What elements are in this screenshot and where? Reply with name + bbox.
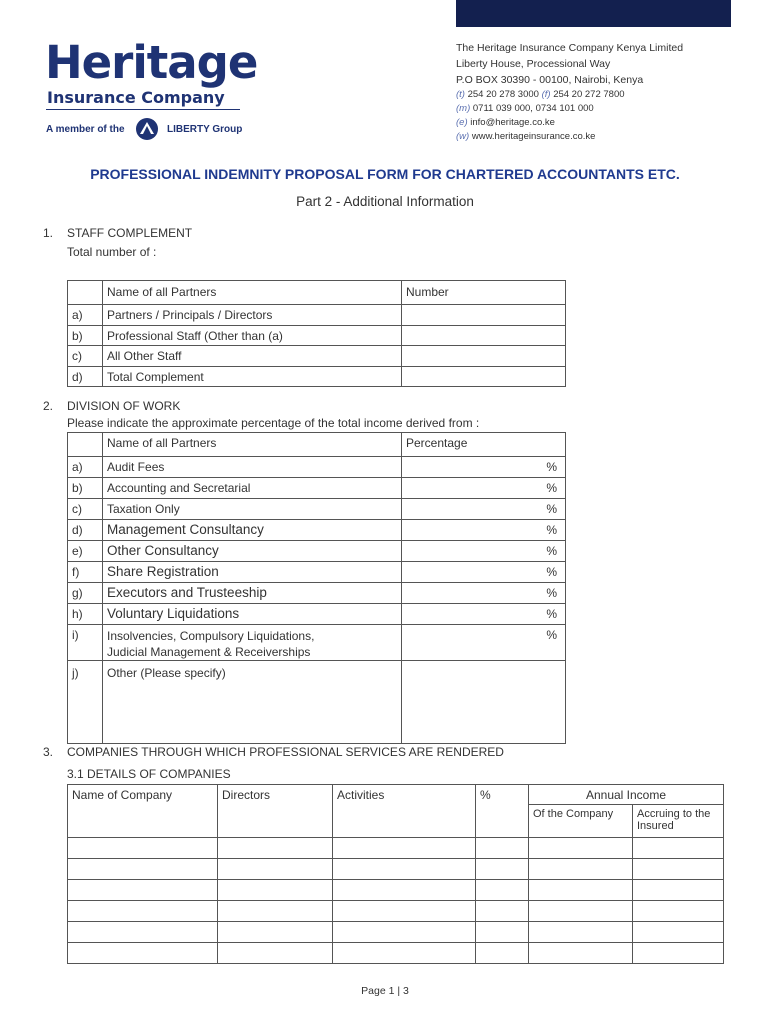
table-row: a) Partners / Principals / Directors (68, 305, 566, 326)
form-subtitle: Part 2 - Additional Information (296, 194, 474, 209)
percentage-cell[interactable]: % (402, 583, 566, 604)
table-header: Number (402, 281, 566, 305)
address-phone-line: (t) 254 20 278 3000 (f) 254 20 272 7800 (456, 89, 625, 100)
address-mobile: 0711 039 000, 0734 101 000 (472, 103, 594, 114)
company-address (456, 40, 683, 144)
table-header: Percentage (402, 433, 566, 457)
table-header: Name of all Partners (103, 281, 402, 305)
table-header: Activities (333, 785, 476, 838)
table-row (68, 901, 724, 922)
address-web-line: (w) www.heritageinsurance.co.ke (456, 131, 596, 142)
table-row: h) Voluntary Liquidations % (68, 604, 566, 625)
address-pobox: P.O BOX 30390 - 00100, Nairobi, Kenya (456, 74, 644, 86)
address-mobile-line: (m) 0711 039 000, 0734 101 000 (456, 103, 594, 114)
member-prefix: A member of the (46, 124, 125, 135)
table-row: f) Share Registration % (68, 562, 566, 583)
table-header: Name of Company (68, 785, 218, 838)
member-group: LIBERTY Group (167, 124, 243, 135)
section3-number: 3. (43, 745, 54, 759)
logo-divider (46, 109, 240, 110)
address-web[interactable]: www.heritageinsurance.co.ke (471, 131, 596, 142)
table-row: d) Management Consultancy % (68, 520, 566, 541)
section1-number: 1. (43, 226, 54, 240)
address-email[interactable]: info@heritage.co.ke (470, 117, 555, 128)
table-row: b) Accounting and Secretarial % (68, 478, 566, 499)
header-bar (456, 0, 731, 27)
percentage-cell[interactable]: % (402, 520, 566, 541)
section2-intro: Please indicate the approximate percentage of the total income derived from : (67, 416, 480, 430)
address-building: Liberty House, Processional Way (456, 58, 611, 70)
number-cell[interactable] (402, 305, 566, 326)
table-row (68, 859, 724, 880)
table-row: b) Professional Staff (Other than (a) (68, 326, 566, 346)
percentage-cell[interactable]: % (402, 541, 566, 562)
table-row (68, 922, 724, 943)
section1-intro: Total number of : (67, 245, 157, 259)
table-row: e) Other Consultancy % (68, 541, 566, 562)
heritage-logo: Heritage (45, 36, 258, 89)
table-row: d) Total Complement (68, 367, 566, 387)
address-email-line: (e) info@heritage.co.ke (456, 117, 555, 128)
percentage-cell[interactable]: % (402, 478, 566, 499)
form-title: PROFESSIONAL INDEMNITY PROPOSAL FORM FOR CHARTERED ACCOUNTANTS ETC. (90, 166, 680, 182)
address-company: The Heritage Insurance Company Kenya Limited (456, 42, 684, 54)
section1-heading: STAFF COMPLEMENT (67, 226, 193, 240)
division-of-work-table (67, 432, 566, 744)
number-cell[interactable] (402, 326, 566, 346)
number-cell[interactable] (402, 346, 566, 367)
table-row: g) Executors and Trusteeship % (68, 583, 566, 604)
company-details-table (67, 784, 724, 964)
table-row (68, 943, 724, 964)
address-phone: 254 20 278 3000 (467, 89, 539, 100)
table-row: i) Insolvencies, Compulsory Liquidations, Judicial Management & Receiverships % (68, 625, 566, 661)
table-row: j) Other (Please specify) (68, 661, 566, 744)
table-header: Directors (218, 785, 333, 838)
section3-subheading: 3.1 DETAILS OF COMPANIES (67, 767, 231, 781)
other-specify-cell[interactable] (402, 661, 566, 744)
table-row: c) Taxation Only % (68, 499, 566, 520)
percentage-cell[interactable]: % (402, 562, 566, 583)
percentage-cell[interactable]: % (402, 604, 566, 625)
section2-number: 2. (43, 399, 54, 413)
table-row: c) All Other Staff (68, 346, 566, 367)
percentage-cell[interactable]: % (402, 625, 566, 661)
page-number: Page 1 | 3 (361, 985, 409, 997)
table-header: Of the Company (529, 805, 633, 838)
logo-subtitle: Insurance Company (47, 88, 225, 107)
number-cell[interactable] (402, 367, 566, 387)
table-row: a) Audit Fees % (68, 457, 566, 478)
section2-heading: DIVISION OF WORK (67, 399, 181, 413)
table-header: Annual Income (529, 785, 724, 805)
table-row (68, 838, 724, 859)
table-header: Name of all Partners (103, 433, 402, 457)
staff-complement-table (67, 280, 566, 387)
table-row (68, 880, 724, 901)
liberty-logo-icon (132, 117, 162, 141)
percentage-cell[interactable]: % (402, 457, 566, 478)
table-header: Accruing to the Insured (633, 805, 724, 838)
table-header: % (476, 785, 529, 838)
percentage-cell[interactable]: % (402, 499, 566, 520)
section3-heading: COMPANIES THROUGH WHICH PROFESSIONAL SERVICES ARE RENDERED (67, 745, 504, 759)
address-fax: 254 20 272 7800 (553, 89, 625, 100)
